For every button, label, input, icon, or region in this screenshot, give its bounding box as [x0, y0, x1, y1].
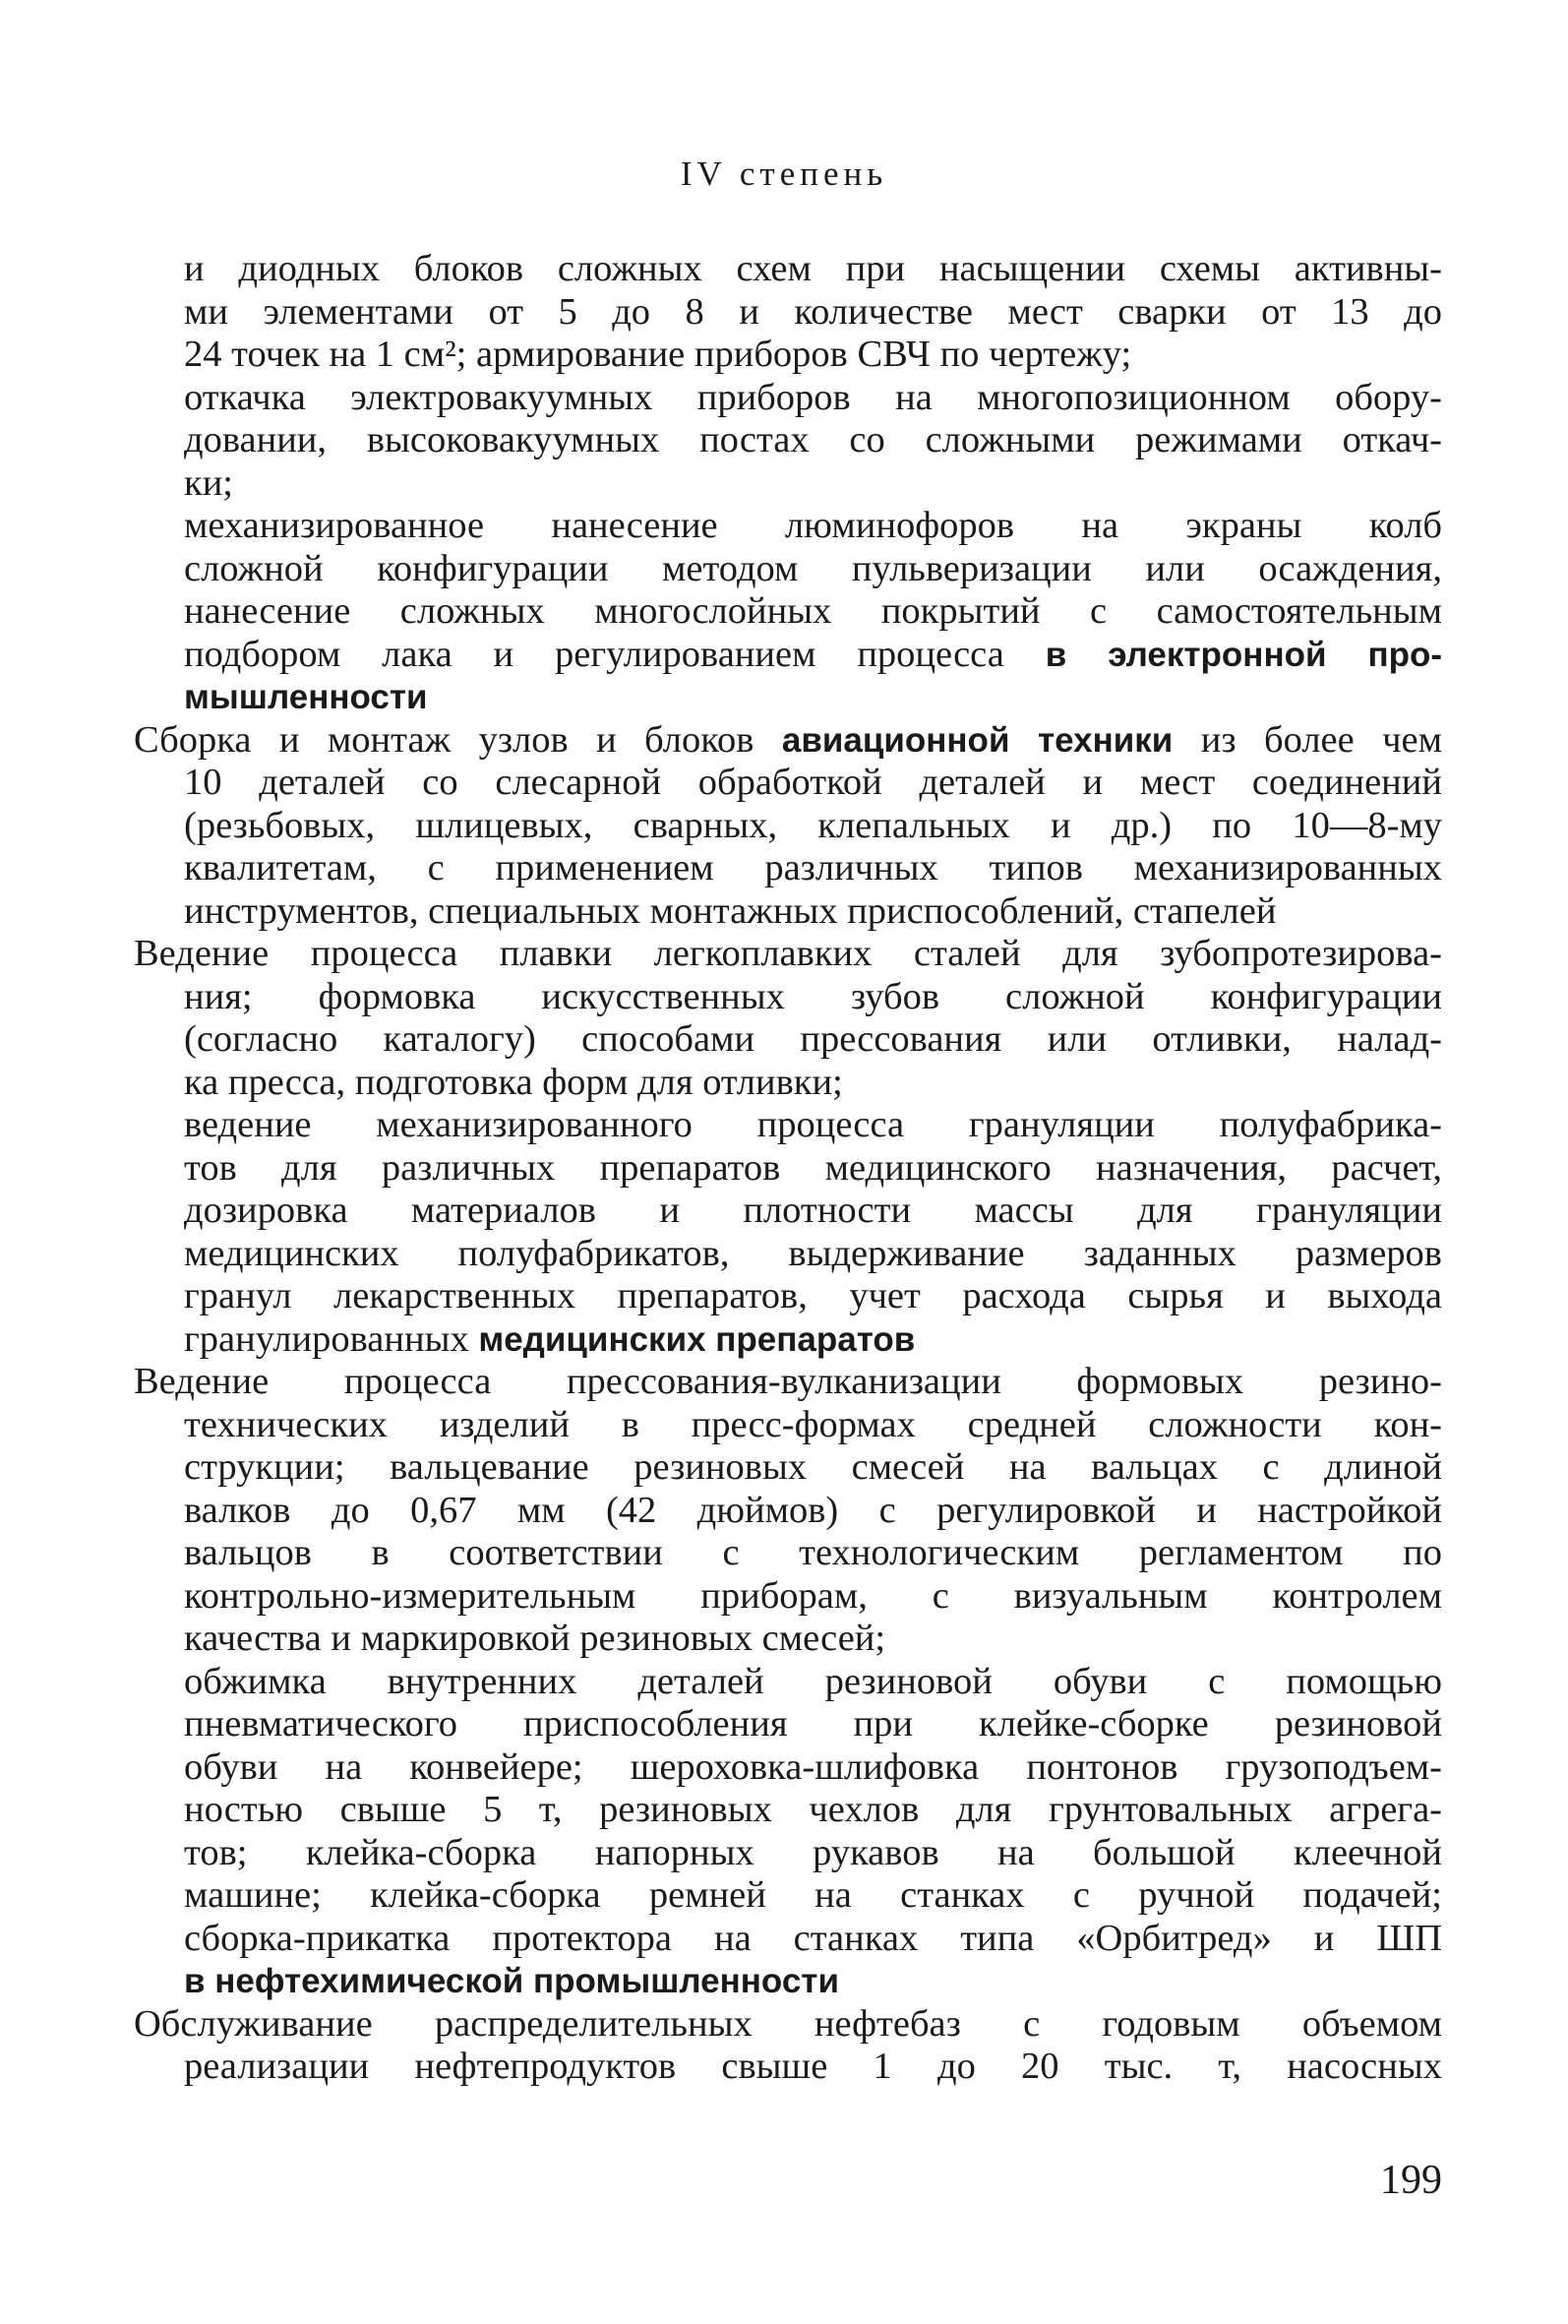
page-body — [134, 248, 1442, 2089]
text-run: Ведение процесса плавки легкоплавких сталей для зубопротезирова- — [134, 933, 1442, 974]
text-run: инструментов, специальных монтажных приспособлений, стапелей — [184, 889, 1277, 932]
text-line — [134, 334, 1442, 377]
text-line — [134, 1233, 1442, 1276]
text-run: машине; клейка-сборка ремней на станках с ручной подачей; — [184, 1874, 1442, 1916]
text-run: сборка-прикатка протектора на станках типа «Орбитред» и ШП — [184, 1917, 1442, 1959]
text-run: ведение механизированного процесса грануляции полуфабрика- — [184, 1104, 1442, 1145]
text-line — [134, 1318, 1442, 1362]
text-line — [134, 505, 1442, 548]
text-line — [134, 1874, 1442, 1918]
text-run: гранулированных — [184, 1317, 479, 1360]
text-line — [134, 976, 1442, 1019]
text-line — [134, 933, 1442, 976]
text-line — [134, 462, 1442, 506]
text-line — [134, 1832, 1442, 1875]
text-run: подбором лака и регулированием процесса — [184, 633, 1046, 675]
text-run: Ведение процесса прессования-вулканизации формовых резино- — [134, 1361, 1442, 1402]
bold-run: авиационной техники — [781, 720, 1174, 760]
text-run: (согласно каталогу) способами прессования или отливки, налад- — [184, 1018, 1442, 1060]
text-line — [134, 1147, 1442, 1191]
text-run: обжимка внутренних деталей резиновой обуви с помощью — [184, 1660, 1442, 1702]
text-line — [134, 1661, 1442, 1704]
text-run: пневматического приспособления при клейке-сборке резиновой — [184, 1703, 1442, 1744]
text-line — [134, 1918, 1442, 1961]
text-run: 24 точек на 1 см²; армирование приборов СВЧ по чертежу; — [184, 334, 1132, 375]
text-line — [134, 1746, 1442, 1790]
text-run: валков до 0,67 мм (42 дюймов) с регулировкой и настройкой — [184, 1489, 1442, 1531]
text-run: медицинских полуфабрикатов, выдерживание заданных размеров — [184, 1232, 1442, 1274]
text-run: ния; формовка искусственных зубов сложной конфигурации — [184, 975, 1442, 1017]
text-line — [134, 248, 1442, 291]
text-run: Сборка и монтаж узлов и блоков — [134, 718, 782, 761]
text-line — [134, 676, 1442, 719]
text-line — [134, 634, 1442, 677]
bold-run: медицинских препаратов — [478, 1319, 916, 1359]
text-line — [134, 719, 1442, 763]
text-run: и диодных блоков сложных схем при насыщении схемы активны- — [184, 248, 1442, 289]
text-line — [134, 1275, 1442, 1318]
text-line — [134, 1960, 1442, 2003]
text-run: ки; — [184, 461, 234, 504]
text-run: нанесение сложных многослойных покрытий с самостоятельным — [184, 590, 1442, 632]
text-run: технических изделий в пресс-формах средней сложности кон- — [184, 1403, 1442, 1445]
text-line — [134, 1190, 1442, 1233]
text-line — [134, 1018, 1442, 1062]
text-line — [134, 1575, 1442, 1619]
text-run: из более чем — [1173, 718, 1442, 761]
text-line — [134, 847, 1442, 890]
text-line — [134, 762, 1442, 805]
text-line — [134, 2003, 1442, 2047]
text-line — [134, 377, 1442, 420]
text-run: 10 деталей со слесарной обработкой деталей и мест соединений — [184, 762, 1442, 803]
text-run: обуви на конвейере; шероховка-шлифовка понтонов грузоподъем- — [184, 1745, 1442, 1788]
text-line — [134, 1104, 1442, 1147]
text-line — [134, 2046, 1442, 2089]
page-header: IV степень — [680, 154, 888, 193]
text-run: дозировка материалов и плотности массы для грануляции — [184, 1190, 1442, 1231]
page-number: 199 — [1380, 2158, 1442, 2203]
text-line — [134, 805, 1442, 848]
text-run: качества и маркировкой резиновых смесей; — [184, 1618, 886, 1659]
text-run: реализации нефтепродуктов свыше 1 до 20 тыс. т, насосных — [184, 2046, 1442, 2087]
text-run: довании, высоковакуумных постах со сложными режимами откач- — [184, 419, 1442, 460]
text-run: тов; клейка-сборка напорных рукавов на большой клеечной — [184, 1831, 1442, 1873]
text-line — [134, 419, 1442, 462]
text-line — [134, 1703, 1442, 1746]
text-line — [134, 1404, 1442, 1447]
text-line — [134, 1532, 1442, 1575]
text-line — [134, 1062, 1442, 1105]
bold-run: в нефтехимической промышленности — [184, 1962, 839, 2000]
text-line — [134, 1789, 1442, 1832]
bold-run: в электронной про- — [1045, 635, 1443, 674]
text-line — [134, 291, 1442, 335]
text-run: механизированное нанесение люминофоров на экраны колб — [184, 505, 1442, 546]
text-line — [134, 1446, 1442, 1490]
text-line — [134, 1618, 1442, 1661]
text-run: тов для различных препаратов медицинского назначения, расчет, — [184, 1146, 1442, 1189]
text-line — [134, 590, 1442, 634]
text-run: контрольно-измерительным приборам, с визуальным контролем — [184, 1574, 1442, 1617]
bold-run: мышленности — [184, 678, 428, 716]
text-line — [134, 890, 1442, 934]
text-run: (резьбовых, шлицевых, сварных, клепальных и др.) по 10—8-му — [184, 804, 1442, 846]
text-run: Обслуживание распределительных нефтебаз с годовым объемом — [134, 2002, 1442, 2045]
text-line — [134, 1490, 1442, 1533]
text-run: ми элементами от 5 до 8 и количестве мест сварки от 13 до — [184, 290, 1442, 333]
text-run: ностью свыше 5 т, резиновых чехлов для грунтовальных агрега- — [184, 1789, 1442, 1830]
text-run: откачка электровакуумных приборов на многопозиционном обору- — [184, 376, 1442, 418]
text-line — [134, 548, 1442, 591]
text-run: квалитетам, с применением различных типов механизированных — [184, 847, 1442, 888]
text-line — [134, 1361, 1442, 1404]
text-run: вальцов в соответствии с технологическим регламентом по — [184, 1532, 1442, 1573]
text-run: сложной конфигурации методом пульверизации или осаждения, — [184, 547, 1442, 589]
text-run: ка пресса, подготовка форм для отливки; — [184, 1061, 843, 1103]
text-run: струкции; вальцевание резиновых смесей на вальцах с длиной — [184, 1446, 1442, 1488]
text-run: гранул лекарственных препаратов, учет расхода сырья и выхода — [184, 1275, 1442, 1316]
